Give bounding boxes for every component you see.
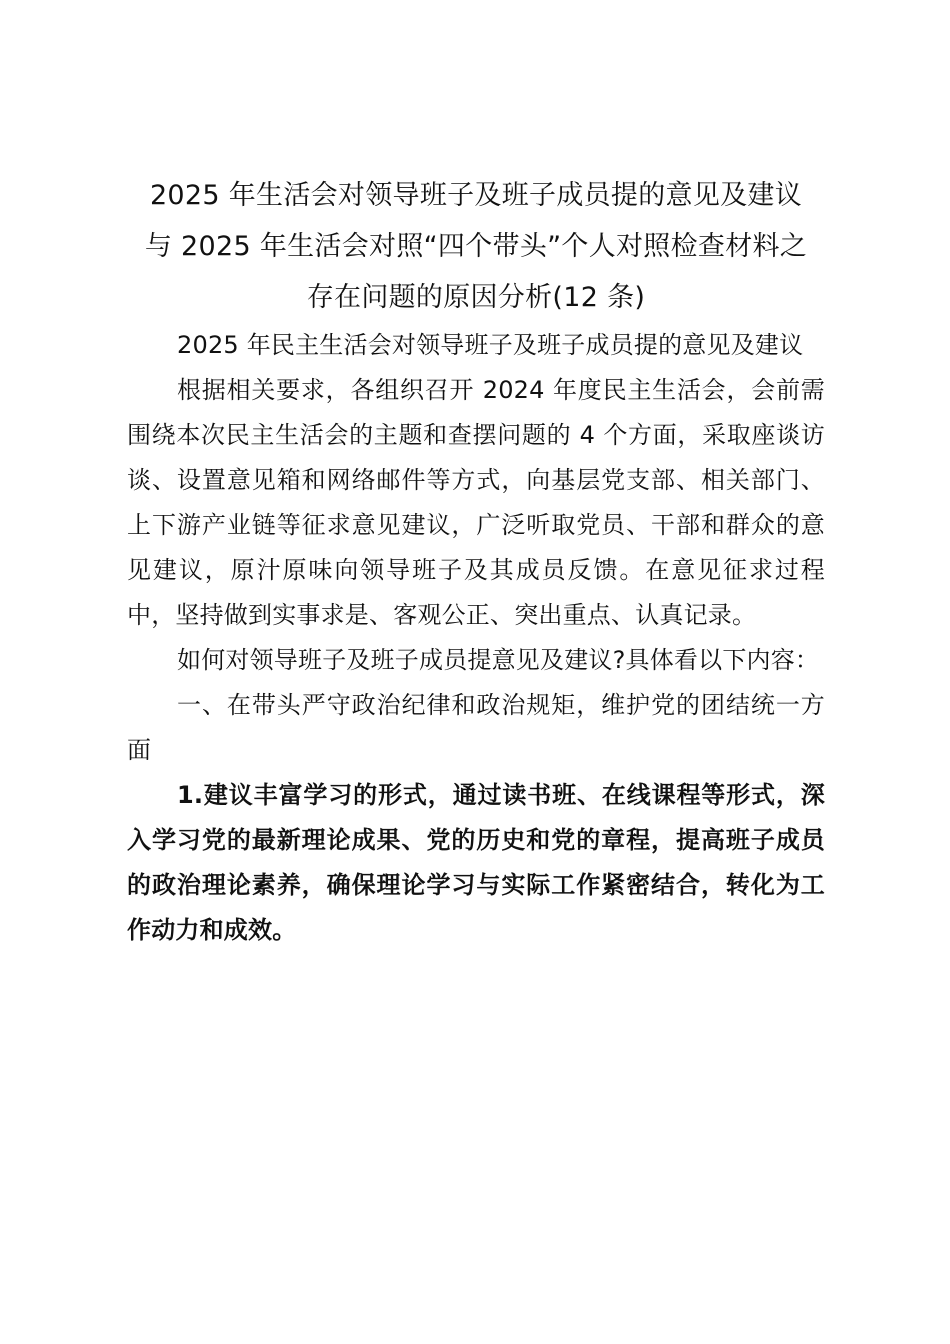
title-line-1: 2025 年生活会对领导班子及班子成员提的意见及建议 bbox=[149, 180, 803, 211]
document-title bbox=[127, 170, 825, 323]
question-paragraph: 如何对领导班子及班子成员提意见及建议?具体看以下内容： bbox=[177, 646, 820, 674]
section-heading-1: 一、在带头严守政治纪律和政治规矩，维护党的团结统一方面 bbox=[127, 691, 825, 764]
intro-paragraph: 根据相关要求，各组织召开 2024 年度民主生活会，会前需围绕本次民主生活会的主题和查摆问题的 4 个方面，采取座谈访谈、设置意见箱和网络邮件等方式，向基层党支部、相关部门、上下游产业链等征求意见建议，广泛听取党员、干部和群众的意见建议，原汁原味向领导班子及其成员反馈。在意见征求过程中，坚持做到实事求是、客观公正、突出重点、认真记录。 bbox=[127, 376, 825, 629]
document-page bbox=[127, 170, 825, 953]
title-line-2: 与 2025 年生活会对照“四个带头”个人对照检查材料之 bbox=[144, 231, 808, 262]
title-line-3: 存在问题的原因分析(12 条) bbox=[306, 282, 646, 313]
suggestion-item-1: 1.建议丰富学习的形式，通过读书班、在线课程等形式，深入学习党的最新理论成果、党的历史和党的章程，提高班子成员的政治理论素养，确保理论学习与实际工作紧密结合，转化为工作动力和成效。 bbox=[127, 781, 825, 944]
subtitle-paragraph: 2025 年民主生活会对领导班子及班子成员提的意见及建议 bbox=[177, 331, 804, 359]
